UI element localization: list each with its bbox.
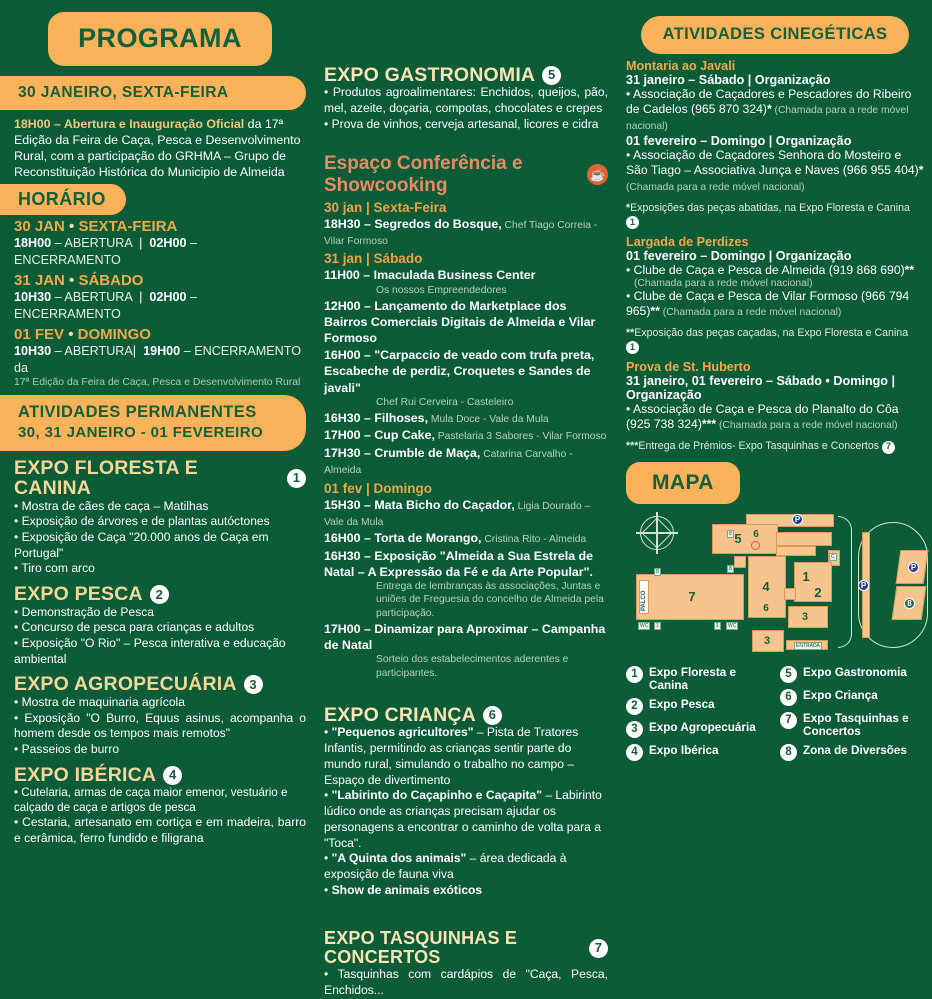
expo-title: EXPO TASQUINHAS E CONCERTOS <box>324 928 518 968</box>
expo-items-crianca <box>324 725 608 898</box>
map-tag: 1 <box>716 623 719 630</box>
showcooking-credit: Chef Tiago Correia - Vilar Formoso <box>324 219 598 247</box>
expo-number-badge: 2 <box>150 585 169 604</box>
schedule-day-date: 01 FEV <box>14 326 65 343</box>
expo-item <box>324 725 608 788</box>
site-map[interactable] <box>626 510 932 658</box>
cinegeticas-footnote <box>626 202 924 230</box>
legend-item <box>626 698 770 715</box>
schedule-day: 01 FEV • DOMINGO 10H30 – ABERTURA| 19H00 – ENCERRAMENTO da 17ª Edição da Feira de Caça, Pesca e Desenvolvimento Rural <box>14 326 306 388</box>
expo-item: • Cestaria, artesanato em cortiça e em madeira, barro e cerâmica, ferro fundido e filigrana <box>14 815 306 846</box>
footnote-mark: ** <box>626 327 635 340</box>
showcooking-title-text: "Carpaccio de veado com trufa preta, Escabeche de perdiz, Croquetes e Sandes de javali" <box>324 348 595 395</box>
permanentes-line1: ATIVIDADES PERMANENTES <box>18 403 257 421</box>
cinegeticas-header: ATIVIDADES CINEGÉTICAS <box>641 16 910 54</box>
cinegeticas-org-text: Clube de Caça e Pesca de Almeida (919 868 690) <box>633 262 905 277</box>
showcooking-time: 16H00 – <box>324 531 371 546</box>
expo-heading-floresta-canina <box>14 458 306 499</box>
cinegeticas-mark: *** <box>701 417 717 432</box>
showcooking-row <box>324 410 608 426</box>
expo-item-bold: "Labirinto do Caçapinho e Caçapita" <box>331 788 542 803</box>
map-number-6: 6 <box>763 602 769 614</box>
schedule-list <box>14 218 306 388</box>
schedule-day-weekday: DOMINGO <box>77 326 151 343</box>
map-building <box>734 556 746 568</box>
showcooking-title-text: Cup Cake, <box>374 428 435 443</box>
schedule-open-time: 10H30 <box>14 290 52 304</box>
legend-number-badge: 7 <box>780 712 797 729</box>
expo-item <box>324 851 608 882</box>
cinegeticas-date: 31 janeiro – Sábado | Organização <box>626 72 831 87</box>
expo-items-floresta-canina <box>14 499 306 578</box>
parking-marker: P <box>908 562 919 573</box>
expo-number-badge: 6 <box>483 706 502 725</box>
friday-intro <box>14 116 306 181</box>
cinegeticas-date: 01 fevereiro – Domingo | Organização <box>626 133 852 148</box>
showcooking-title-text: Torta de Morango, <box>374 531 482 546</box>
expo-item-rest: – Pista de Tratores Infantis, permitindo as crianças sentir parte do mundo rural, simulando o trabalho no campo – Espaço de divertimento <box>324 725 579 787</box>
expo-title: EXPO FLORESTA E CANINA <box>14 456 198 500</box>
schedule-day-weekday: SÁBADO <box>78 272 144 289</box>
expo-item: • Prova de vinhos, cerveja artesanal, licores e cidra <box>324 117 608 133</box>
showcooking-title-text: Lançamento do Marketplace dos Bairros Comerciais Digitais de Almeida e Vilar Formoso <box>324 298 596 346</box>
expo-number-badge: 3 <box>244 675 263 694</box>
expo-items-gastronomia <box>324 85 608 132</box>
map-legend <box>626 666 924 767</box>
footnote-text: Exposições das peças abatidas, na Expo Floresta e Canina <box>630 202 910 215</box>
showcooking-title-text: Segredos do Bosque, <box>374 216 502 231</box>
schedule-open-time: 18H00 <box>14 236 52 250</box>
expo-heading-iberica <box>14 765 306 785</box>
expo-item: • Exposição "O Rio" – Pesca interativa e educação ambiental <box>14 636 306 667</box>
map-tag: 8 <box>729 566 732 573</box>
first-aid-icon <box>751 541 760 550</box>
map-number-7: 7 <box>688 588 696 604</box>
cinegeticas-note: (Chamada para a rede móvel nacional) <box>634 278 813 290</box>
schedule-open-time: 10H30 <box>14 344 52 358</box>
entrance-label: ENTRADA <box>796 643 820 650</box>
legend-label: Expo Ibérica <box>649 744 719 758</box>
showcooking-row <box>324 427 608 443</box>
expo-item: • Tiro com arco <box>14 561 306 577</box>
showcooking-title-text: Filhoses, <box>374 411 429 425</box>
cinegeticas-block-huberto <box>626 360 924 454</box>
showcooking-credit: Pastelaria 3 Sabores - Vilar Formoso <box>434 431 607 443</box>
expo-item: • Exposição de Caça "20.000 anos de Caça em Portugal" <box>14 530 306 561</box>
showcooking-time: 16H30 – <box>324 548 371 563</box>
permanentes-line2: 30, 31 JANEIRO - 01 FEVEREIRO <box>18 424 264 442</box>
schedule-close-label: – ENCERRAMENTO <box>14 236 198 267</box>
showcooking-title-text: Mata Bicho do Caçador, <box>374 497 515 512</box>
showcooking-row <box>324 216 608 249</box>
cinegeticas-mark: * <box>918 163 924 178</box>
schedule-open-label: – ABERTURA <box>54 290 133 304</box>
expo-item: • Mostra de cães de caça – Matilhas <box>14 499 306 515</box>
expo-heading-crianca <box>324 705 608 725</box>
cinegeticas-footnote <box>626 440 924 454</box>
cinegeticas-footnote <box>626 327 924 355</box>
showcooking-sub: Chef Rui Cerveira - Casteleiro <box>376 396 514 408</box>
expo-item: • Tasquinhas com cardápios de "Caça, Pesca, Enchidos... <box>324 967 608 998</box>
expo-title: EXPO AGROPECUÁRIA <box>14 673 237 696</box>
cinegeticas-org <box>626 87 924 134</box>
horario-header: HORÁRIO <box>0 184 126 215</box>
footnote-number-badge: 1 <box>626 341 639 354</box>
showcooking-sub: Os nossos Empreendedores <box>376 284 507 296</box>
expo-item: • Demonstração de Pesca <box>14 605 306 621</box>
legend-label: Expo Floresta e Canina <box>649 666 737 693</box>
showcooking-row <box>324 497 608 530</box>
cinegeticas-block-title: Largada de Perdizes <box>626 234 749 249</box>
friday-time: 18H00 – Abertura e Inauguração Oficial <box>14 116 245 131</box>
showcooking-title-text: Crumble de Maça, <box>374 445 481 460</box>
schedule-open-label: – ABERTURA <box>54 236 133 250</box>
schedule-day-date: 31 JAN <box>14 272 65 289</box>
showcooking-header-row <box>324 153 608 197</box>
map-number-1: 1 <box>802 568 810 584</box>
map-number-6: 6 <box>753 528 759 540</box>
legend-item <box>780 689 924 706</box>
cinegeticas-note: (Chamada para a rede móvel nacional) <box>626 104 909 132</box>
showcooking-credit: Ligia Dourado – Vale da Mula <box>324 500 591 528</box>
diversoes-marker: 8 <box>904 598 915 609</box>
legend-label: Expo Pesca <box>649 698 715 712</box>
legend-number-badge: 1 <box>626 666 643 683</box>
cinegeticas-org-text: Associação de Caçadores e Pescadores do Ribeiro de Cadelos (965 870 324) <box>626 86 912 116</box>
footnote-mark: *** <box>626 440 639 453</box>
palco-label: PALCO <box>639 580 649 614</box>
legend-column-right <box>780 666 924 767</box>
expo-item-rest: – Labirinto lúdico onde as crianças precisam ajudar os personagens a encontrar o caminho de volta para a "Toca". <box>324 788 602 850</box>
permanentes-header <box>0 395 306 451</box>
expo-items-agropecuaria <box>14 695 306 758</box>
expo-heading-tasquinhas <box>324 929 608 967</box>
schedule-day-date: 30 JAN <box>14 218 65 235</box>
cinegeticas-mark: * <box>766 101 772 116</box>
map-tag: 8 <box>729 531 732 538</box>
cinegeticas-block-perdizes <box>626 235 924 355</box>
expo-number-badge: 7 <box>589 939 608 958</box>
expo-heading-pesca <box>14 584 306 604</box>
showcooking-title-text: Imaculada Business Center <box>373 268 536 283</box>
cinegeticas-org <box>626 402 924 433</box>
map-tag: WC <box>640 623 649 630</box>
cinegeticas-org <box>626 148 924 195</box>
parking-marker: P <box>792 514 803 525</box>
footnote-number-badge: 1 <box>626 216 639 229</box>
expo-title: EXPO PESCA <box>14 583 143 606</box>
legend-number-badge: 5 <box>780 666 797 683</box>
expo-heading-gastronomia <box>324 65 608 85</box>
expo-item-bold: "Pequenos agricultores" <box>331 725 474 740</box>
legend-label: Expo Criança <box>803 689 878 703</box>
expo-item: • Exposição "O Burro, Equus asinus, acompanha o homem desde os tempos mais remotos" <box>14 711 306 742</box>
showcooking-credit: Catarina Carvalho - Almeida <box>324 448 573 477</box>
map-tag: C <box>831 554 835 561</box>
showcooking-title-text: Dinamizar para Aproximar – Campanha de Natal <box>324 622 606 653</box>
legend-item <box>780 712 924 738</box>
showcooking-sub: Entrega de lembranças às associações, Juntas e uniões de Freguesia do concelho de Almeida pela participação. <box>376 580 604 619</box>
showcooking-time: 15H30 – <box>324 497 371 512</box>
schedule-close-time: 19H00 <box>143 344 181 358</box>
showcooking-day-label: 31 jan | Sábado <box>324 251 423 267</box>
expo-item <box>324 788 608 851</box>
expo-item <box>324 883 608 899</box>
schedule-close-time: 02H00 <box>149 236 187 250</box>
legend-item <box>780 666 924 683</box>
page-title: PROGRAMA <box>48 12 272 66</box>
expo-heading-agropecuaria <box>14 674 306 694</box>
showcooking-time: 16H00 – <box>324 348 371 363</box>
map-number-4: 4 <box>762 578 770 594</box>
showcooking-row <box>324 445 608 478</box>
legend-column-left <box>626 666 770 767</box>
map-building <box>776 546 816 556</box>
showcooking-row <box>324 548 608 620</box>
expo-item: • Mostra de maquinaria agrícola <box>14 695 306 711</box>
expo-title: EXPO IBÉRICA <box>14 763 157 786</box>
legend-item <box>780 744 924 761</box>
showcooking-credit: Cristina Rito - Almeida <box>481 534 587 546</box>
cinegeticas-org-text: Associação de Caça e Pesca do Planalto do Côa (925 738 324) <box>626 401 899 432</box>
showcooking-title: Espaço Conferência e Showcooking <box>324 152 523 196</box>
expo-items-pesca <box>14 605 306 668</box>
showcooking-row <box>324 621 608 680</box>
map-number-5: 5 <box>734 530 742 546</box>
cinegeticas-block-title: Prova de St. Huberto <box>626 359 751 374</box>
schedule-day: 30 JAN • SEXTA-FEIRA 18H00 – ABERTURA | 02H00 – ENCERRAMENTO <box>14 218 198 267</box>
showcooking-sub: Sorteio dos estabelecimentos aderentes e participantes. <box>376 654 569 679</box>
expo-number-badge: 1 <box>287 469 306 488</box>
map-tag: 8 <box>656 569 659 576</box>
expo-item-rest: – área dedicada à exposição de fauna viva <box>324 851 567 881</box>
footnote-number-badge: 7 <box>882 441 895 454</box>
cinegeticas-org-text: Associação de Caçadores Senhora do Mosteiro e São Tiago – Associativa Junça e Naves (966 955 404) <box>626 147 919 178</box>
schedule-close-time: 02H00 <box>149 290 187 304</box>
chef-cooking-icon: ☕ <box>587 164 608 185</box>
footnote-text: Exposição das peças caçadas, na Expo Floresta e Canina <box>634 327 909 340</box>
expo-item: • Cutelaria, armas de caça maior emenor, vestuário e calçado de caça e artigos de pesca <box>14 785 306 815</box>
map-building <box>776 532 832 546</box>
schedule-day-weekday: SEXTA-FEIRA <box>78 218 178 235</box>
cinegeticas-mark: ** <box>904 262 915 277</box>
expo-item-bold: Show de animais exóticos <box>331 882 483 897</box>
map-tag: 1 <box>656 623 659 630</box>
cinegeticas-date: 31 janeiro, 01 fevereiro – Sábado • Domingo | Organização <box>626 373 895 402</box>
showcooking-title-text: Exposição "Almeida a Sua Estrela de Natal – A Expressão da Fé e da Arte Popular". <box>324 548 593 579</box>
expo-item: • Concurso de pesca para crianças e adultos <box>14 620 306 636</box>
cinegeticas-note: (Chamada para a rede móvel nacional) <box>716 420 898 432</box>
map-number-2: 2 <box>814 584 822 600</box>
cinegeticas-note: (Chamada para a rede móvel nacional) <box>659 307 842 319</box>
map-tag: WC <box>728 623 737 630</box>
cinegeticas-org-text: Clube de Caça e Pesca de Vilar Formoso (966 794 965) <box>626 289 910 319</box>
expo-items-tasquinhas <box>324 967 608 998</box>
showcooking-day-label: 30 jan | Sexta-Feira <box>324 199 447 215</box>
legend-label: Zona de Diversões <box>803 744 907 758</box>
schedule-close-label: – ENCERRAMENTO da <box>14 344 302 375</box>
right-column <box>616 0 932 767</box>
expo-item-bold: "A Quinta dos animais" <box>331 851 467 866</box>
expo-number-badge: 5 <box>542 66 561 85</box>
showcooking-row <box>324 347 608 409</box>
schedule-open-label: – ABERTURA <box>54 344 133 358</box>
cinegeticas-block-montaria <box>626 59 924 230</box>
schedule-footnote: 17ª Edição da Feira de Caça, Pesca e Desenvolvimento Rural <box>14 377 301 388</box>
expo-title: EXPO GASTRONOMIA <box>324 64 536 86</box>
expo-item: • Exposição de árvores e de plantas autóctones <box>14 514 306 530</box>
mapa-header: MAPA <box>626 462 740 504</box>
compass-rose-icon <box>640 516 674 550</box>
footnote-mark: * <box>626 202 631 215</box>
showcooking-row <box>324 267 608 297</box>
showcooking-time: 18H30 – <box>324 216 371 231</box>
showcooking-time: 11H00 – <box>324 268 371 283</box>
showcooking-time: 16H30 – <box>324 411 371 425</box>
expo-items-iberica <box>14 785 306 847</box>
showcooking-row <box>324 530 608 546</box>
legend-label: Expo Tasquinhas e Concertos <box>803 712 909 739</box>
showcooking-day-label: 01 fev | Domingo <box>324 480 433 496</box>
expo-item: • Passeios de burro <box>14 742 306 758</box>
cinegeticas-org <box>626 289 924 320</box>
cinegeticas-org <box>626 263 924 278</box>
cinegeticas-block-title: Montaria ao Javali <box>626 58 736 73</box>
cinegeticas-mark: ** <box>650 304 660 319</box>
legend-number-badge: 8 <box>780 744 797 761</box>
map-building <box>784 588 796 600</box>
legend-number-badge: 6 <box>780 689 797 706</box>
map-number-3: 3 <box>801 611 809 624</box>
middle-column <box>316 0 616 999</box>
friday-body: da 17ª Edição da Feira de Caça, Pesca e Desenvolvimento Rural, com a participação do GRHMA – Grupo de Reconstituição Histórica do Municipio de Almeida <box>14 116 301 179</box>
legend-number-badge: 2 <box>626 698 643 715</box>
legend-item <box>626 666 770 692</box>
showcooking-row <box>324 298 608 346</box>
footnote-text: Entrega de Prémios- Expo Tasquinhas e Concertos <box>638 440 880 453</box>
parking-marker: P <box>858 580 869 591</box>
expo-title: EXPO CRIANÇA <box>324 704 476 726</box>
expo-item: • Produtos agroalimentares: Enchidos, queijos, pão, mel, azeite, doçaria, compotas, chocolates e crepes <box>324 85 608 116</box>
friday-header: 30 JANEIRO, SEXTA-FEIRA <box>0 76 306 110</box>
cinegeticas-note: (Chamada para a rede móvel nacional) <box>626 182 805 194</box>
schedule-close-label: – ENCERRAMENTO <box>14 290 198 321</box>
legend-number-badge: 3 <box>626 721 643 738</box>
map-road <box>838 516 852 648</box>
legend-item <box>626 744 770 761</box>
schedule-day: 31 JAN • SÁBADO 10H30 – ABERTURA | 02H00 – ENCERRAMENTO <box>14 272 198 321</box>
showcooking-credit: Mula Doce - Vale da Mula <box>428 414 549 425</box>
legend-number-badge: 4 <box>626 744 643 761</box>
map-number-3: 3 <box>763 635 771 648</box>
showcooking-time: 12H00 – <box>324 298 371 313</box>
showcooking-time: 17H00 – <box>324 428 371 443</box>
expo-number-badge: 4 <box>163 766 182 785</box>
legend-label: Expo Gastronomia <box>803 666 907 680</box>
showcooking-time: 17H30 – <box>324 445 371 460</box>
showcooking-time: 17H00 – <box>324 622 371 636</box>
cinegeticas-date: 01 fevereiro – Domingo | Organização <box>626 248 852 263</box>
left-column <box>0 0 316 847</box>
legend-item <box>626 721 770 738</box>
legend-label: Expo Agropecuária <box>649 721 756 735</box>
